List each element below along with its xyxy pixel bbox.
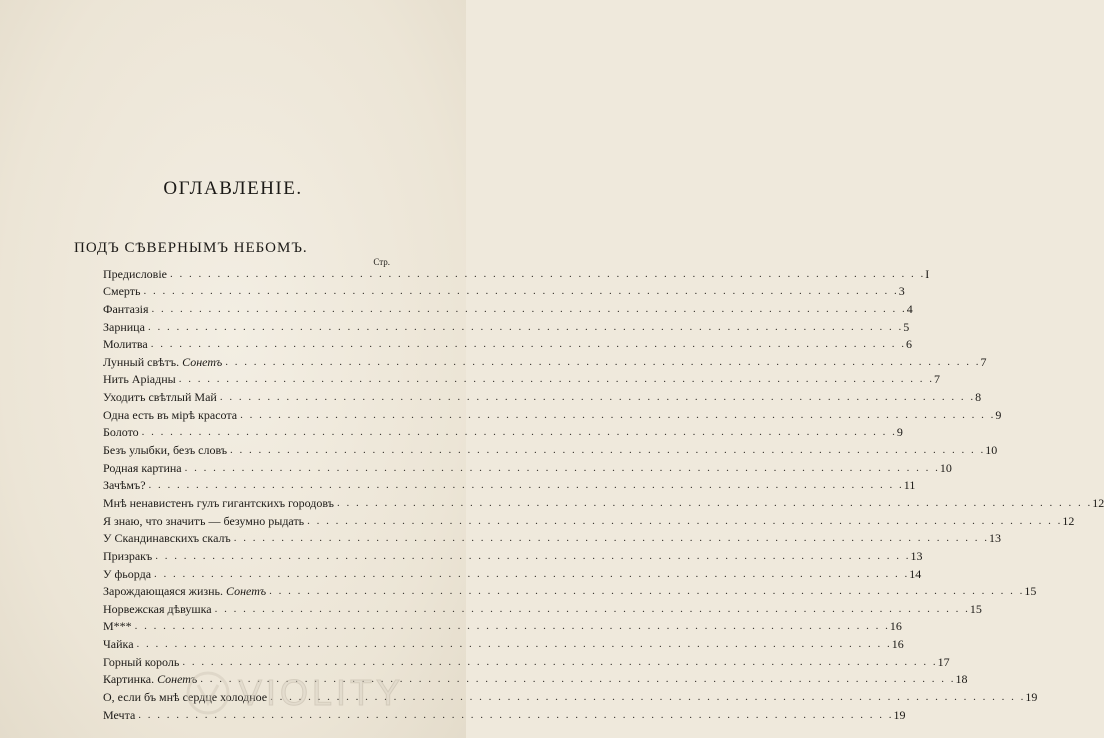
page-column-header: Стр.: [373, 257, 390, 267]
toc-entry-page: 15: [969, 601, 982, 616]
toc-leader-dots: . . . . . . . . . . . . . . . . . . . . . . . . . . . . . . . . . . . . . . . . . . . . . . . . . . . . . . . . . . . . . . . . . . . . . . . . . . . . . . . .: [184, 461, 940, 474]
toc-entry-title-text: Призракъ: [103, 548, 153, 563]
toc-entry-title-text: Болото: [103, 425, 139, 440]
toc-entry-title-text: Смерть: [103, 284, 141, 299]
toc-entry: [103, 528, 1001, 546]
toc-leader-dots: . . . . . . . . . . . . . . . . . . . . . . . . . . . . . . . . . . . . . . . . . . . . . . . . . . . . . . . . . . . . . . . . . . . . . . . . . . . . . . . .: [134, 620, 890, 633]
toc-entry: [103, 316, 910, 334]
toc-entry-page: 10: [985, 443, 998, 458]
toc-leader-dots: . . . . . . . . . . . . . . . . . . . . . . . . . . . . . . . . . . . . . . . . . . . . . . . . . . . . . . . . . . . . . . . . . . . . . . . . . . . . . . . .: [138, 708, 894, 721]
toc-entry-title: [103, 549, 155, 563]
toc-entry: [103, 439, 998, 458]
toc-entry: [103, 492, 1104, 510]
toc-leader-dots: . . . . . . . . . . . . . . . . . . . . . . . . . . . . . . . . . . . . . . . . . . . . . . . . . . . . . . . . . . . . . . . . . . . . . . . . . . . . . . . .: [136, 638, 892, 651]
toc-entry-page: 4: [906, 301, 913, 316]
toc-entry-title: [103, 267, 170, 281]
toc-entry-title-text: У фьорда: [103, 566, 152, 581]
toc-entry: [103, 581, 1037, 599]
toc-leader-dots: . . . . . . . . . . . . . . . . . . . . . . . . . . . . . . . . . . . . . . . . . . . . . . . . . . . . . . . . . . . . . . . . . . . . . . . . . . . . . . . .: [148, 479, 904, 492]
toc-entry-page: 17: [937, 654, 950, 669]
toc-entry: [103, 457, 952, 475]
toc-entry-page: 10: [939, 460, 952, 475]
toc-leader-dots: . . . . . . . . . . . . . . . . . . . . . . . . . . . . . . . . . . . . . . . . . . . . . . . . . . . . . . . . . . . . . . . . . . . . . . . . . . . . . . . .: [240, 408, 996, 421]
toc-entry-title: [103, 372, 179, 386]
toc-entry-title: [103, 708, 138, 722]
toc-entry: [103, 616, 902, 634]
toc-entry-title: [103, 408, 240, 422]
toc-entry-title: [103, 496, 337, 510]
toc-entry-title-text: Горный король: [103, 654, 180, 669]
toc-entry-page: 9: [995, 407, 1002, 422]
toc-entry: [103, 598, 982, 616]
toc-entry-page: 15: [1024, 584, 1037, 599]
toc-entry-title-text: Я знаю, что значитъ — безумно рыдать: [103, 513, 305, 528]
toc-entry-title-text: Родная картина: [103, 460, 182, 475]
toc-entry-subtitle: Сонетъ: [182, 354, 223, 369]
toc-entry-title-text: Лунный свѣтъ.: [103, 354, 180, 369]
toc-entry-title-text: Картинка.: [103, 672, 155, 687]
toc-entry: [103, 281, 905, 299]
toc-entry: [103, 386, 982, 405]
toc-entry-title-text: Зарождающаяся жизнь.: [103, 584, 224, 599]
toc-entry-title-text: Безъ улыбки, безъ словъ: [103, 443, 228, 458]
toc-entry-title-text: М***: [103, 619, 132, 634]
toc-entry: [103, 422, 903, 440]
toc-entry-title: [103, 655, 182, 669]
toc-leader-dots: . . . . . . . . . . . . . . . . . . . . . . . . . . . . . . . . . . . . . . . . . . . . . . . . . . . . . . . . . . . . . . . . . . . . . . . . . . . . . . . .: [182, 655, 938, 668]
toc-entry-title: [103, 478, 149, 492]
toc-entry: [103, 651, 950, 669]
toc-entry: [103, 351, 987, 369]
toc-entry: [103, 633, 904, 652]
toc-entry-title: [103, 637, 137, 651]
toc-entry: [103, 369, 940, 387]
toc-entry-title: [103, 337, 151, 351]
toc-leader-dots: . . . . . . . . . . . . . . . . . . . . . . . . . . . . . . . . . . . . . . . . . . . . . . . . . . . . . . . . . . . . . . . . . . . . . . . . . . . . . . . .: [337, 496, 1093, 509]
toc-entry-title: [103, 514, 307, 528]
toc-entry-page: 18: [955, 672, 968, 687]
toc-leader-dots: . . . . . . . . . . . . . . . . . . . . . . . . . . . . . . . . . . . . . . . . . . . . . . . . . . . . . . . . . . . . . . . . . . . . . . . . . . . . . . . .: [230, 444, 986, 457]
table-of-contents: [103, 263, 1104, 722]
toc-leader-dots: . . . . . . . . . . . . . . . . . . . . . . . . . . . . . . . . . . . . . . . . . . . . . . . . . . . . . . . . . . . . . . . . . . . . . . . . . . . . . . . .: [170, 267, 926, 280]
toc-entry-title: [103, 302, 152, 316]
toc-entry-title-text: О, если бъ мнѣ сердце холодное: [103, 690, 268, 705]
toc-entry-title-text: Норвежская дѣвушка: [103, 601, 212, 616]
toc-entry-page: 9: [896, 425, 903, 440]
toc-entry-page: 6: [905, 337, 912, 352]
toc-leader-dots: . . . . . . . . . . . . . . . . . . . . . . . . . . . . . . . . . . . . . . . . . . . . . . . . . . . . . . . . . . . . . . . . . . . . . . . . . . . . . . . .: [225, 355, 981, 368]
section-title: ПОДЪ СѢВЕРНЫМЪ НЕБОМЪ.: [74, 240, 308, 256]
watermark: [186, 668, 456, 718]
toc-leader-dots: . . . . . . . . . . . . . . . . . . . . . . . . . . . . . . . . . . . . . . . . . . . . . . . . . . . . . . . . . . . . . . . . . . . . . . . . . . . . . . . .: [178, 373, 934, 386]
toc-entry-page: 5: [903, 319, 910, 334]
toc-entry: [103, 263, 930, 281]
toc-entry-title: [103, 619, 135, 633]
toc-entry-title-text: Молитва: [103, 337, 148, 352]
toc-leader-dots: . . . . . . . . . . . . . . . . . . . . . . . . . . . . . . . . . . . . . . . . . . . . . . . . . . . . . . . . . . . . . . . . . . . . . . . . . . . . . . . .: [214, 602, 970, 615]
toc-entry-title: [103, 425, 142, 439]
toc-entry-title-text: Зачѣмъ?: [103, 478, 146, 493]
toc-entry-title: [103, 284, 143, 298]
toc-entry-title-text: Фантазія: [103, 301, 149, 316]
toc-entry: [103, 475, 916, 493]
toc-leader-dots: . . . . . . . . . . . . . . . . . . . . . . . . . . . . . . . . . . . . . . . . . . . . . . . . . . . . . . . . . . . . . . . . . . . . . . . . . . . . . . . .: [141, 426, 897, 439]
toc-entry-page: 8: [975, 390, 982, 405]
violity-logo-icon: [186, 671, 230, 715]
toc-entry-page: 7: [933, 372, 940, 387]
toc-leader-dots: . . . . . . . . . . . . . . . . . . . . . . . . . . . . . . . . . . . . . . . . . . . . . . . . . . . . . . . . . . . . . . . . . . . . . . . . . . . . . . . .: [269, 585, 1025, 598]
toc-entry-page: 13: [910, 548, 923, 563]
toc-entry: [103, 298, 913, 316]
toc-entry-title: [103, 320, 148, 334]
toc-entry-page: 16: [889, 619, 902, 634]
toc-entry: [103, 334, 912, 352]
toc-entry-page: 12: [1092, 495, 1104, 510]
toc-entry-title-text: Одна есть въ мірѣ красота: [103, 407, 238, 422]
toc-entry-title: [103, 531, 234, 545]
toc-entry-title: [103, 443, 230, 457]
toc-leader-dots: . . . . . . . . . . . . . . . . . . . . . . . . . . . . . . . . . . . . . . . . . . . . . . . . . . . . . . . . . . . . . . . . . . . . . . . . . . . . . . . .: [219, 391, 976, 404]
toc-leader-dots: . . . . . . . . . . . . . . . . . . . . . . . . . . . . . . . . . . . . . . . . . . . . . . . . . . . . . . . . . . . . . . . . . . . . . . . . . . . . . . . .: [151, 302, 907, 315]
toc-entry-title-text: Уходитъ свѣтлый Май: [103, 390, 217, 405]
toc-entry-title-text: Зарница: [103, 319, 145, 334]
toc-entry-page: 19: [1025, 690, 1038, 705]
toc-entry-page: 7: [980, 354, 987, 369]
toc-entry: [103, 404, 1002, 422]
toc-entry-page: 16: [891, 637, 904, 652]
toc-entry-title: [103, 602, 215, 616]
toc-entry: [103, 563, 922, 581]
toc-leader-dots: . . . . . . . . . . . . . . . . . . . . . . . . . . . . . . . . . . . . . . . . . . . . . . . . . . . . . . . . . . . . . . . . . . . . . . . . . . . . . . . .: [270, 691, 1026, 704]
toc-leader-dots: . . . . . . . . . . . . . . . . . . . . . . . . . . . . . . . . . . . . . . . . . . . . . . . . . . . . . . . . . . . . . . . . . . . . . . . . . . . . . . . .: [233, 532, 989, 545]
toc-leader-dots: . . . . . . . . . . . . . . . . . . . . . . . . . . . . . . . . . . . . . . . . . . . . . . . . . . . . . . . . . . . . . . . . . . . . . . . . . . . . . . . .: [154, 567, 910, 580]
toc-entry-title-text: Мечта: [103, 707, 136, 722]
toc-entry-title-text: Мнѣ ненавистенъ гулъ гигантскихъ городовъ: [103, 495, 334, 510]
toc-entry-title-text: У Скандинавскихъ скалъ: [103, 531, 231, 546]
toc-entry-page: I: [925, 266, 930, 281]
toc-entry-page: 13: [988, 531, 1001, 546]
toc-entry-page: 3: [898, 284, 905, 299]
toc-entry: [103, 510, 1075, 528]
toc-entry-title: [103, 567, 154, 581]
page-title: ОГЛАВЛЕНІЕ.: [163, 178, 303, 199]
toc-leader-dots: . . . . . . . . . . . . . . . . . . . . . . . . . . . . . . . . . . . . . . . . . . . . . . . . . . . . . . . . . . . . . . . . . . . . . . . . . . . . . . . .: [143, 285, 899, 298]
toc-entry-page: 12: [1062, 513, 1075, 528]
toc-leader-dots: . . . . . . . . . . . . . . . . . . . . . . . . . . . . . . . . . . . . . . . . . . . . . . . . . . . . . . . . . . . . . . . . . . . . . . . . . . . . . . . .: [307, 514, 1063, 527]
toc-leader-dots: . . . . . . . . . . . . . . . . . . . . . . . . . . . . . . . . . . . . . . . . . . . . . . . . . . . . . . . . . . . . . . . . . . . . . . . . . . . . . . . .: [155, 549, 911, 562]
toc-entry-title: [103, 461, 185, 475]
toc-entry-title: [103, 355, 225, 369]
toc-entry-title-text: Чайка: [103, 637, 134, 652]
toc-entry: [103, 545, 923, 563]
toc-leader-dots: . . . . . . . . . . . . . . . . . . . . . . . . . . . . . . . . . . . . . . . . . . . . . . . . . . . . . . . . . . . . . . . . . . . . . . . . . . . . . . . .: [147, 320, 904, 333]
toc-entry-page: 14: [909, 566, 922, 581]
toc-entry-title: [103, 390, 220, 404]
toc-entry-title: [103, 584, 269, 598]
toc-entry-subtitle: Сонетъ: [226, 584, 267, 599]
toc-leader-dots: . . . . . . . . . . . . . . . . . . . . . . . . . . . . . . . . . . . . . . . . . . . . . . . . . . . . . . . . . . . . . . . . . . . . . . . . . . . . . . . .: [200, 673, 956, 686]
toc-entry-page: 19: [893, 707, 906, 722]
toc-leader-dots: . . . . . . . . . . . . . . . . . . . . . . . . . . . . . . . . . . . . . . . . . . . . . . . . . . . . . . . . . . . . . . . . . . . . . . . . . . . . . . . .: [150, 338, 906, 351]
toc-entry-title-text: Предисловіе: [103, 266, 168, 281]
toc-entry-subtitle: Сонетъ: [157, 672, 198, 687]
toc-entry-page: 11: [903, 478, 916, 493]
toc-entry-title-text: Нить Аріадны: [103, 372, 176, 387]
watermark-text: VIOLITY: [238, 672, 405, 713]
